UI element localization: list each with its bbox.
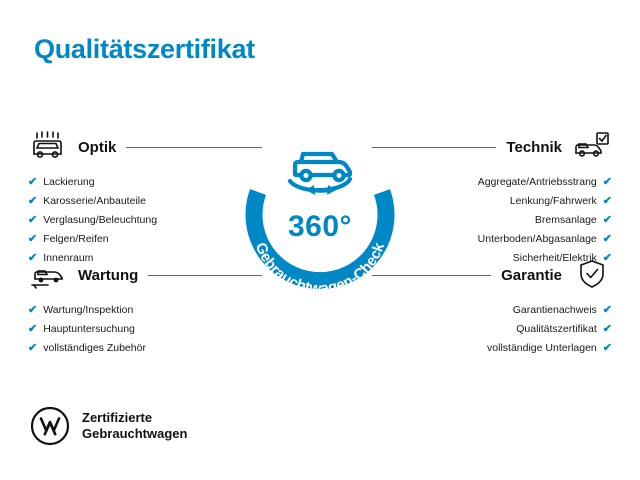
check-icon: ✔ xyxy=(602,251,612,264)
check-icon: ✔ xyxy=(28,232,38,245)
list-item-label: Lenkung/Fahrwerk xyxy=(509,195,597,207)
list-item xyxy=(28,323,268,335)
check-icon: ✔ xyxy=(602,341,612,354)
seal-arc-text: Gebrauchtwagen-Check xyxy=(251,240,389,298)
footer-line-1: Zertifizierte xyxy=(82,409,153,425)
car-lift-icon xyxy=(28,258,68,292)
list-item-label: Lackierung xyxy=(43,176,95,188)
seal-360-check xyxy=(225,118,415,318)
check-icon: ✔ xyxy=(28,213,38,226)
check-icon: ✔ xyxy=(602,303,612,316)
footer-text xyxy=(82,410,187,443)
list-item-label: Wartung/Inspektion xyxy=(43,304,134,316)
list-item-label: Felgen/Reifen xyxy=(43,233,109,245)
check-icon: ✔ xyxy=(28,251,38,264)
footer-line-2: Gebrauchtwagen xyxy=(82,426,188,441)
list-item-label: Bremsanlage xyxy=(534,214,597,226)
check-icon: ✔ xyxy=(602,232,612,245)
block-technik-title: Technik xyxy=(506,138,562,156)
seal-degrees: 360° xyxy=(287,210,353,243)
check-icon: ✔ xyxy=(28,194,38,207)
list-item-label: Hauptuntersuchung xyxy=(43,323,135,335)
list-item xyxy=(372,342,612,354)
check-icon: ✔ xyxy=(28,322,38,335)
list-item-label: Aggregate/Antriebsstrang xyxy=(477,176,597,188)
list-item-label: Innenraum xyxy=(43,252,94,264)
list-item-label: Qualitätszertifikat xyxy=(516,323,597,335)
list-item-label: Sicherheit/Elektrik xyxy=(512,252,597,264)
list-item xyxy=(28,342,268,354)
list-item-label: vollständige Unterlagen xyxy=(487,342,597,354)
block-wartung-title: Wartung xyxy=(78,266,139,284)
check-icon: ✔ xyxy=(602,175,612,188)
list-item-label: Garantienachweis xyxy=(512,304,597,316)
page-title: Qualitätszertifikat xyxy=(34,34,255,64)
block-optik-title: Optik xyxy=(78,138,117,156)
car-wash-icon xyxy=(28,130,68,164)
check-icon: ✔ xyxy=(602,213,612,226)
vw-logo xyxy=(30,406,70,446)
check-icon: ✔ xyxy=(28,175,38,188)
list-item-label: vollständiges Zubehör xyxy=(43,342,146,354)
check-icon: ✔ xyxy=(28,341,38,354)
list-item-label: Karosserie/Anbauteile xyxy=(43,195,146,207)
shield-check-icon xyxy=(572,258,612,292)
check-icon: ✔ xyxy=(28,303,38,316)
block-garantie-title: Garantie xyxy=(501,266,562,284)
list-item-label: Verglasung/Beleuchtung xyxy=(43,214,158,226)
list-item xyxy=(372,323,612,335)
list-item-label: Unterboden/Abgasanlage xyxy=(477,233,597,245)
footer xyxy=(30,406,187,446)
check-icon: ✔ xyxy=(602,322,612,335)
car-checklist-icon xyxy=(572,130,612,164)
check-icon: ✔ xyxy=(602,194,612,207)
